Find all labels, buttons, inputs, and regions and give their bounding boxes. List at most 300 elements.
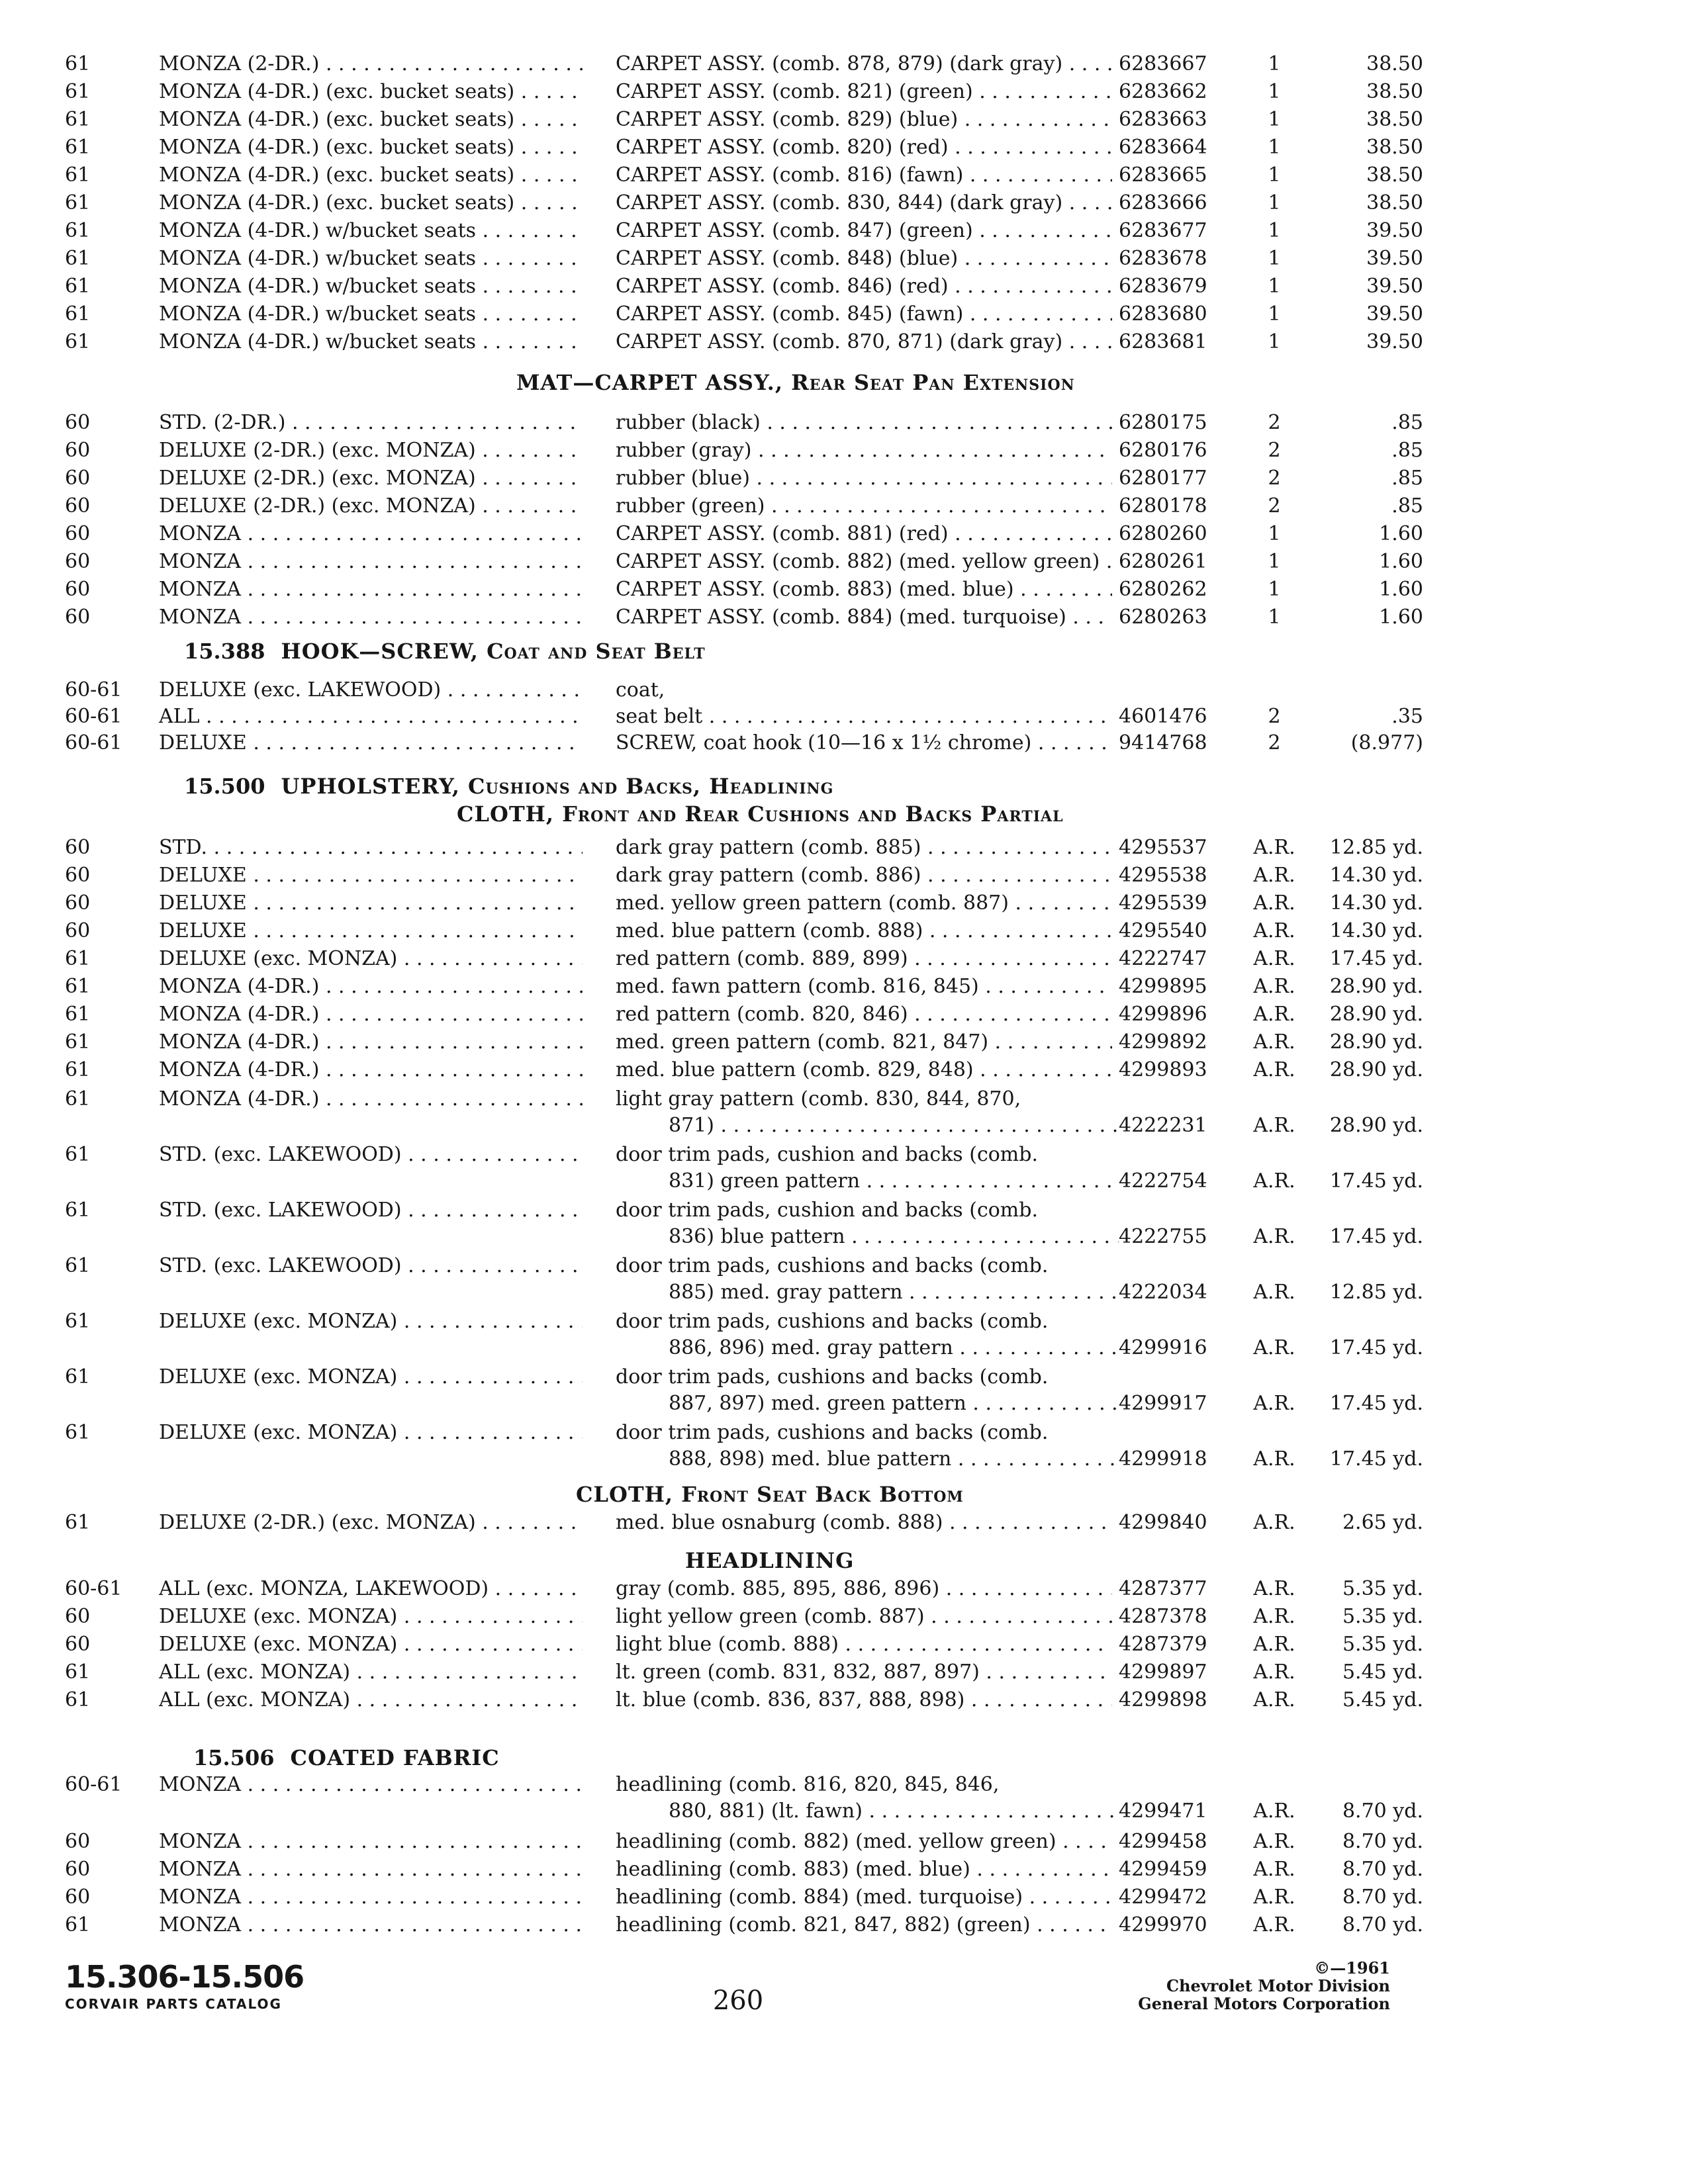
table-row — [0, 1085, 1688, 1113]
description-cell-continued: 885) med. gray pattern . . . — [669, 1279, 1119, 1306]
quantity-cell: 1 — [1268, 163, 1281, 187]
table-row — [0, 973, 1688, 1001]
table-row — [0, 189, 1688, 217]
description-cell: light yellow green (comb. 887) . . . — [616, 1603, 1112, 1631]
table-row — [0, 161, 1688, 189]
price-cell: 39.50 — [1366, 275, 1423, 298]
quantity-cell: A.R. — [1253, 1605, 1295, 1628]
part-number-cell: 6283681 — [1119, 330, 1207, 353]
year-cell: 60-61 — [65, 1773, 122, 1796]
model-cell: MONZA (4-DR.) w/bucket seats . . . — [159, 217, 583, 245]
price-cell: 1.60 — [1379, 522, 1423, 545]
description-cell: light gray pattern (comb. 830, 844, 870, — [616, 1087, 1021, 1111]
description-cell: door trim pads, cushions and backs (comb. — [616, 1310, 1049, 1333]
price-cell: 8.70 yd. — [1342, 1886, 1423, 1909]
subheader-cloth-cushions — [457, 799, 1064, 829]
model-cell: DELUXE . . . — [159, 862, 583, 889]
price-cell: 39.50 — [1366, 330, 1423, 353]
year-cell: 61 — [65, 975, 91, 998]
model-cell: DELUXE . . . — [159, 917, 583, 945]
part-number-cell: 4295537 — [1119, 836, 1207, 859]
model-cell: MONZA (4-DR.) . . . — [159, 1001, 583, 1028]
description-cell: light blue (comb. 888) . . . — [616, 1631, 1112, 1659]
table-row — [0, 1603, 1688, 1631]
quantity-cell: 1 — [1268, 550, 1281, 573]
quantity-cell: 1 — [1268, 606, 1281, 629]
part-number-cell: 6280178 — [1119, 494, 1207, 518]
table-row — [0, 703, 1688, 731]
part-number-cell: 6280261 — [1119, 550, 1207, 573]
quantity-cell: 1 — [1268, 330, 1281, 353]
table-row — [0, 729, 1688, 757]
year-cell: 60 — [65, 1633, 91, 1656]
year-cell: 61 — [65, 1254, 91, 1277]
part-number-cell: 4287378 — [1119, 1605, 1207, 1628]
description-cell: CARPET ASSY. (comb. 830, 844) (dark gray) . . . — [616, 189, 1112, 217]
table-row-continued — [0, 1797, 1688, 1825]
description-cell: rubber (green) . . . — [616, 492, 1112, 520]
table-row — [0, 520, 1688, 548]
table-row-continued — [0, 1445, 1688, 1473]
quantity-cell: A.R. — [1253, 975, 1295, 998]
year-cell: 60 — [65, 411, 91, 434]
year-cell: 61 — [65, 1003, 91, 1026]
year-cell: 61 — [65, 1087, 91, 1111]
year-cell: 61 — [65, 275, 91, 298]
model-cell: DELUXE (2-DR.) (exc. MONZA) . . . — [159, 465, 583, 492]
table-row — [0, 862, 1688, 889]
model-cell: MONZA (2-DR.) . . . — [159, 50, 583, 78]
price-cell: 17.45 yd. — [1329, 1336, 1423, 1359]
description-cell: dark gray pattern (comb. 885) . . . — [616, 834, 1112, 862]
model-cell: ALL (exc. MONZA) . . . — [159, 1686, 583, 1714]
description-cell: med. blue pattern (comb. 829, 848) . . . — [616, 1056, 1112, 1084]
model-cell: ALL (exc. MONZA, LAKEWOOD) . . . — [159, 1575, 583, 1603]
table-row — [0, 78, 1688, 106]
price-cell: 12.85 yd. — [1329, 1281, 1423, 1304]
price-cell: 12.85 yd. — [1329, 836, 1423, 859]
price-cell: 8.70 yd. — [1342, 1858, 1423, 1881]
price-cell: 28.90 yd. — [1329, 1030, 1423, 1054]
description-cell: headlining (comb. 883) (med. blue) . . . — [616, 1856, 1112, 1884]
model-cell: DELUXE (exc. LAKEWOOD) . . . — [159, 676, 583, 704]
quantity-cell: A.R. — [1253, 1661, 1295, 1684]
table-row — [0, 1056, 1688, 1084]
part-number-cell: 4295539 — [1119, 891, 1207, 915]
price-cell: 39.50 — [1366, 302, 1423, 326]
year-cell: 61 — [65, 219, 91, 242]
price-cell: 14.30 yd. — [1329, 864, 1423, 887]
price-cell: 14.30 yd. — [1329, 891, 1423, 915]
description-cell: med. blue osnaburg (comb. 888) . . . — [616, 1509, 1112, 1537]
part-number-cell: 4299896 — [1119, 1003, 1207, 1026]
year-cell: 61 — [65, 1143, 91, 1166]
description-cell: CARPET ASSY. (comb. 845) (fawn) . . . — [616, 300, 1112, 328]
table-row — [0, 548, 1688, 576]
section-header-title: HOOK—SCREW, Coat and Seat Belt — [281, 639, 706, 664]
price-cell: 17.45 yd. — [1329, 1169, 1423, 1193]
price-cell: 38.50 — [1366, 108, 1423, 131]
model-cell: MONZA (4-DR.) . . . — [159, 973, 583, 1001]
price-cell: 28.90 yd. — [1329, 1114, 1423, 1137]
year-cell: 61 — [65, 1199, 91, 1222]
part-number-cell: 9414768 — [1119, 731, 1207, 754]
price-cell: 38.50 — [1366, 136, 1423, 159]
model-cell: STD. (exc. LAKEWOOD) . . . — [159, 1141, 583, 1169]
year-cell: 60-61 — [65, 678, 122, 702]
part-number-cell: 4299893 — [1119, 1058, 1207, 1081]
description-cell-continued: 886, 896) med. gray pattern . . . — [669, 1334, 1119, 1362]
year-cell: 60 — [65, 836, 91, 859]
description-cell: lt. green (comb. 831, 832, 887, 897) . . . — [616, 1659, 1112, 1686]
division: Chevrolet Motor Division — [1166, 1976, 1390, 1995]
table-row — [0, 676, 1688, 704]
part-number-cell: 6283663 — [1119, 108, 1207, 131]
corporation: General Motors Corporation — [1138, 1994, 1390, 2013]
table-row — [0, 50, 1688, 78]
table-row — [0, 945, 1688, 973]
description-cell: rubber (gray) . . . — [616, 437, 1112, 465]
description-cell-continued: 887, 897) med. green pattern . . . — [669, 1390, 1119, 1418]
year-cell: 60 — [65, 1830, 91, 1853]
price-cell: 5.45 yd. — [1342, 1661, 1423, 1684]
year-cell: 60 — [65, 1858, 91, 1881]
part-number-cell: 4299472 — [1119, 1886, 1207, 1909]
model-cell: MONZA . . . — [159, 548, 583, 576]
part-number-cell: 6283680 — [1119, 302, 1207, 326]
model-cell: MONZA (4-DR.) w/bucket seats . . . — [159, 300, 583, 328]
table-row-continued — [0, 1334, 1688, 1362]
table-row — [0, 1771, 1688, 1799]
table-row — [0, 1001, 1688, 1028]
description-cell: headlining (comb. 884) (med. turquoise) . . . — [616, 1884, 1112, 1911]
year-cell: 60 — [65, 522, 91, 545]
part-number-cell: 6283678 — [1119, 247, 1207, 270]
part-number-cell: 4299471 — [1119, 1799, 1207, 1823]
part-number-cell: 6283679 — [1119, 275, 1207, 298]
year-cell: 60-61 — [65, 1577, 122, 1600]
year-cell: 61 — [65, 1030, 91, 1054]
section-number: 15.500 — [184, 774, 265, 799]
year-cell: 60 — [65, 1886, 91, 1909]
quantity-cell: A.R. — [1253, 1281, 1295, 1304]
model-cell: DELUXE (exc. MONZA) . . . — [159, 1363, 583, 1391]
part-number-cell: 6280177 — [1119, 467, 1207, 490]
quantity-cell: A.R. — [1253, 1030, 1295, 1054]
table-row — [0, 409, 1688, 437]
part-number-cell: 6283665 — [1119, 163, 1207, 187]
footer-left — [65, 1959, 304, 2012]
table-row — [0, 604, 1688, 631]
price-cell: 38.50 — [1366, 80, 1423, 103]
model-cell: DELUXE (exc. MONZA) . . . — [159, 945, 583, 973]
part-number-cell: 4222755 — [1119, 1225, 1207, 1248]
description-cell: red pattern (comb. 820, 846) . . . — [616, 1001, 1112, 1028]
part-number-cell: 4222034 — [1119, 1281, 1207, 1304]
model-cell: MONZA (4-DR.) (exc. bucket seats) . . . — [159, 134, 583, 161]
year-cell: 61 — [65, 1365, 91, 1388]
price-cell: 39.50 — [1366, 247, 1423, 270]
part-number-cell: 4299918 — [1119, 1447, 1207, 1471]
quantity-cell: A.R. — [1253, 1688, 1295, 1711]
section-range: 15.306-15.506 — [65, 1959, 305, 1995]
quantity-cell: A.R. — [1253, 1003, 1295, 1026]
table-row — [0, 1252, 1688, 1280]
description-cell: rubber (blue) . . . — [616, 465, 1112, 492]
description-cell: rubber (black) . . . — [616, 409, 1112, 437]
year-cell: 61 — [65, 1661, 91, 1684]
table-row — [0, 1884, 1688, 1911]
description-cell: gray (comb. 885, 895, 886, 896) . . . — [616, 1575, 1112, 1603]
part-number-cell: 6280176 — [1119, 439, 1207, 462]
year-cell: 61 — [65, 1913, 91, 1936]
year-cell: 61 — [65, 1421, 91, 1444]
part-number-cell: 6283677 — [1119, 219, 1207, 242]
part-number-cell: 4299970 — [1119, 1913, 1207, 1936]
model-cell: STD. (2-DR.) . . . — [159, 409, 583, 437]
quantity-cell: A.R. — [1253, 1225, 1295, 1248]
description-cell: CARPET ASSY. (comb. 846) (red) . . . — [616, 273, 1112, 300]
year-cell: 60-61 — [65, 731, 122, 754]
table-row — [0, 437, 1688, 465]
table-row — [0, 834, 1688, 862]
quantity-cell: A.R. — [1253, 1447, 1295, 1471]
model-cell: STD. . . . — [159, 834, 583, 862]
table-row-continued — [0, 1223, 1688, 1251]
quantity-cell: A.R. — [1253, 1114, 1295, 1137]
model-cell: MONZA (4-DR.) . . . — [159, 1085, 583, 1113]
price-cell: 38.50 — [1366, 191, 1423, 214]
table-row-continued — [0, 1390, 1688, 1418]
part-number-cell: 6280262 — [1119, 578, 1207, 601]
year-cell: 60 — [65, 1605, 91, 1628]
part-number-cell: 4299916 — [1119, 1336, 1207, 1359]
year-cell: 61 — [65, 1310, 91, 1333]
quantity-cell: 1 — [1268, 80, 1281, 103]
description-cell: med. yellow green pattern (comb. 887) . . . — [616, 889, 1112, 917]
table-row — [0, 1575, 1688, 1603]
price-cell: 5.45 yd. — [1342, 1688, 1423, 1711]
model-cell: MONZA . . . — [159, 1856, 583, 1884]
table-row — [0, 328, 1688, 356]
year-cell: 60 — [65, 606, 91, 629]
description-cell: seat belt . . . — [616, 703, 1112, 731]
part-number-cell: 4299917 — [1119, 1392, 1207, 1415]
section-header-title: UPHOLSTERY, Cushions and Backs, Headlining — [281, 774, 834, 799]
model-cell: MONZA . . . — [159, 1828, 583, 1856]
description-cell: med. blue pattern (comb. 888) . . . — [616, 917, 1112, 945]
quantity-cell: A.R. — [1253, 947, 1295, 970]
part-number-cell: 6280263 — [1119, 606, 1207, 629]
quantity-cell: A.R. — [1253, 836, 1295, 859]
part-number-cell: 4295540 — [1119, 919, 1207, 942]
quantity-cell: A.R. — [1253, 1913, 1295, 1936]
price-cell: 1.60 — [1379, 578, 1423, 601]
description-cell: CARPET ASSY. (comb. 878, 879) (dark gray) . . . — [616, 50, 1112, 78]
model-cell: STD. (exc. LAKEWOOD) . . . — [159, 1197, 583, 1224]
quantity-cell: 2 — [1268, 467, 1281, 490]
year-cell: 61 — [65, 191, 91, 214]
part-number-cell: 4299897 — [1119, 1661, 1207, 1684]
description-cell: coat, — [616, 678, 665, 702]
year-cell: 61 — [65, 330, 91, 353]
table-row — [0, 889, 1688, 917]
year-cell: 61 — [65, 1058, 91, 1081]
subheader-title: HEADLINING — [685, 1548, 855, 1573]
description-cell: door trim pads, cushions and backs (comb. — [616, 1421, 1049, 1444]
quantity-cell: A.R. — [1253, 1336, 1295, 1359]
section-number: 15.388 — [184, 639, 265, 664]
price-cell: 1.60 — [1379, 550, 1423, 573]
price-cell: 5.35 yd. — [1342, 1605, 1423, 1628]
model-cell: DELUXE (2-DR.) (exc. MONZA) . . . — [159, 437, 583, 465]
part-number-cell: 6283666 — [1119, 191, 1207, 214]
description-cell-continued: 836) blue pattern . . . — [669, 1223, 1119, 1251]
table-row-continued — [0, 1167, 1688, 1195]
table-row — [0, 576, 1688, 604]
section-header-title: COATED FABRIC — [290, 1745, 500, 1770]
price-cell: 5.35 yd. — [1342, 1633, 1423, 1656]
table-row-continued — [0, 1112, 1688, 1140]
quantity-cell: A.R. — [1253, 1058, 1295, 1081]
table-row — [0, 492, 1688, 520]
section-header-mat-carpet — [516, 368, 1075, 397]
price-cell: 14.30 yd. — [1329, 919, 1423, 942]
table-row — [0, 273, 1688, 300]
year-cell: 60 — [65, 467, 91, 490]
description-cell: red pattern (comb. 889, 899) . . . — [616, 945, 1112, 973]
catalog-name: CORVAIR PARTS CATALOG — [65, 1996, 282, 2012]
price-cell: 5.35 yd. — [1342, 1577, 1423, 1600]
description-cell: door trim pads, cushion and backs (comb. — [616, 1199, 1038, 1222]
year-cell: 60 — [65, 864, 91, 887]
model-cell: DELUXE (2-DR.) (exc. MONZA) . . . — [159, 1509, 583, 1537]
year-cell: 61 — [65, 1511, 91, 1534]
table-row — [0, 1509, 1688, 1537]
description-cell: headlining (comb. 816, 820, 845, 846, — [616, 1773, 1000, 1796]
description-cell: dark gray pattern (comb. 886) . . . — [616, 862, 1112, 889]
model-cell: MONZA (4-DR.) w/bucket seats . . . — [159, 245, 583, 273]
description-cell: CARPET ASSY. (comb. 829) (blue) . . . — [616, 106, 1112, 134]
description-cell: door trim pads, cushion and backs (comb. — [616, 1143, 1038, 1166]
price-cell: .85 — [1391, 467, 1423, 490]
model-cell: MONZA (4-DR.) w/bucket seats . . . — [159, 328, 583, 356]
description-cell: CARPET ASSY. (comb. 848) (blue) . . . — [616, 245, 1112, 273]
description-cell: med. green pattern (comb. 821, 847) . . . — [616, 1028, 1112, 1056]
table-row — [0, 1856, 1688, 1884]
price-cell: 28.90 yd. — [1329, 1003, 1423, 1026]
subheader-title: CLOTH, Front and Rear Cushions and Backs Partial — [457, 801, 1064, 827]
price-cell: 8.70 yd. — [1342, 1799, 1423, 1823]
quantity-cell: A.R. — [1253, 1799, 1295, 1823]
quantity-cell: 1 — [1268, 275, 1281, 298]
table-row — [0, 300, 1688, 328]
year-cell: 61 — [65, 247, 91, 270]
table-row — [0, 465, 1688, 492]
table-row — [0, 1028, 1688, 1056]
model-cell: DELUXE . . . — [159, 889, 583, 917]
quantity-cell: 1 — [1268, 108, 1281, 131]
year-cell: 60 — [65, 919, 91, 942]
table-row — [0, 1419, 1688, 1447]
model-cell: MONZA (4-DR.) (exc. bucket seats) . . . — [159, 189, 583, 217]
description-cell: CARPET ASSY. (comb. 847) (green) . . . — [616, 217, 1112, 245]
section-header-upholstery — [184, 772, 833, 801]
description-cell: med. fawn pattern (comb. 816, 845) . . . — [616, 973, 1112, 1001]
model-cell: MONZA (4-DR.) (exc. bucket seats) . . . — [159, 78, 583, 106]
model-cell: DELUXE (2-DR.) (exc. MONZA) . . . — [159, 492, 583, 520]
quantity-cell: 2 — [1268, 411, 1281, 434]
price-cell: .35 — [1391, 705, 1423, 728]
year-cell: 60 — [65, 494, 91, 518]
quantity-cell: A.R. — [1253, 1886, 1295, 1909]
model-cell: STD. (exc. LAKEWOOD) . . . — [159, 1252, 583, 1280]
description-cell-continued: 871) . . . — [669, 1112, 1119, 1140]
quantity-cell: A.R. — [1253, 1169, 1295, 1193]
part-number-cell: 6283667 — [1119, 52, 1207, 75]
part-number-cell: 4299840 — [1119, 1511, 1207, 1534]
year-cell: 61 — [65, 163, 91, 187]
model-cell: MONZA . . . — [159, 520, 583, 548]
year-cell: 60 — [65, 578, 91, 601]
part-number-cell: 6280260 — [1119, 522, 1207, 545]
year-cell: 61 — [65, 108, 91, 131]
price-cell: 38.50 — [1366, 52, 1423, 75]
table-row — [0, 1686, 1688, 1714]
part-number-cell: 4601476 — [1119, 705, 1207, 728]
description-cell: lt. blue (comb. 836, 837, 888, 898) . . . — [616, 1686, 1112, 1714]
year-cell: 60-61 — [65, 705, 122, 728]
part-number-cell: 4287379 — [1119, 1633, 1207, 1656]
price-cell: 8.70 yd. — [1342, 1830, 1423, 1853]
table-row-continued — [0, 1279, 1688, 1306]
quantity-cell: A.R. — [1253, 1511, 1295, 1534]
price-cell: (8.977) — [1350, 731, 1423, 754]
section-number: 15.506 — [193, 1745, 275, 1770]
footer-right — [1046, 1959, 1390, 2013]
quantity-cell: A.R. — [1253, 919, 1295, 942]
model-cell: ALL . . . — [159, 703, 583, 731]
quantity-cell: A.R. — [1253, 1858, 1295, 1881]
table-row — [0, 1363, 1688, 1391]
quantity-cell: A.R. — [1253, 864, 1295, 887]
description-cell: CARPET ASSY. (comb. 816) (fawn) . . . — [616, 161, 1112, 189]
table-row — [0, 1308, 1688, 1336]
part-number-cell: 4299459 — [1119, 1858, 1207, 1881]
year-cell: 60 — [65, 891, 91, 915]
quantity-cell: 1 — [1268, 219, 1281, 242]
description-cell-continued: 880, 881) (lt. fawn) . . . — [669, 1797, 1119, 1825]
table-row — [0, 1197, 1688, 1224]
model-cell: DELUXE (exc. MONZA) . . . — [159, 1419, 583, 1447]
description-cell: CARPET ASSY. (comb. 820) (red) . . . — [616, 134, 1112, 161]
price-cell: 28.90 yd. — [1329, 1058, 1423, 1081]
model-cell: MONZA . . . — [159, 576, 583, 604]
part-number-cell: 4222231 — [1119, 1114, 1207, 1137]
model-cell: DELUXE (exc. MONZA) . . . — [159, 1308, 583, 1336]
quantity-cell: 1 — [1268, 522, 1281, 545]
quantity-cell: 2 — [1268, 439, 1281, 462]
model-cell: MONZA (4-DR.) (exc. bucket seats) . . . — [159, 161, 583, 189]
description-cell-continued: 888, 898) med. blue pattern . . . — [669, 1445, 1119, 1473]
quantity-cell: A.R. — [1253, 1830, 1295, 1853]
description-cell: CARPET ASSY. (comb. 821) (green) . . . — [616, 78, 1112, 106]
subheader-cloth-seat-back — [576, 1480, 964, 1509]
model-cell: MONZA . . . — [159, 1884, 583, 1911]
quantity-cell: A.R. — [1253, 1633, 1295, 1656]
quantity-cell: A.R. — [1253, 1577, 1295, 1600]
description-cell: door trim pads, cushions and backs (comb. — [616, 1254, 1049, 1277]
